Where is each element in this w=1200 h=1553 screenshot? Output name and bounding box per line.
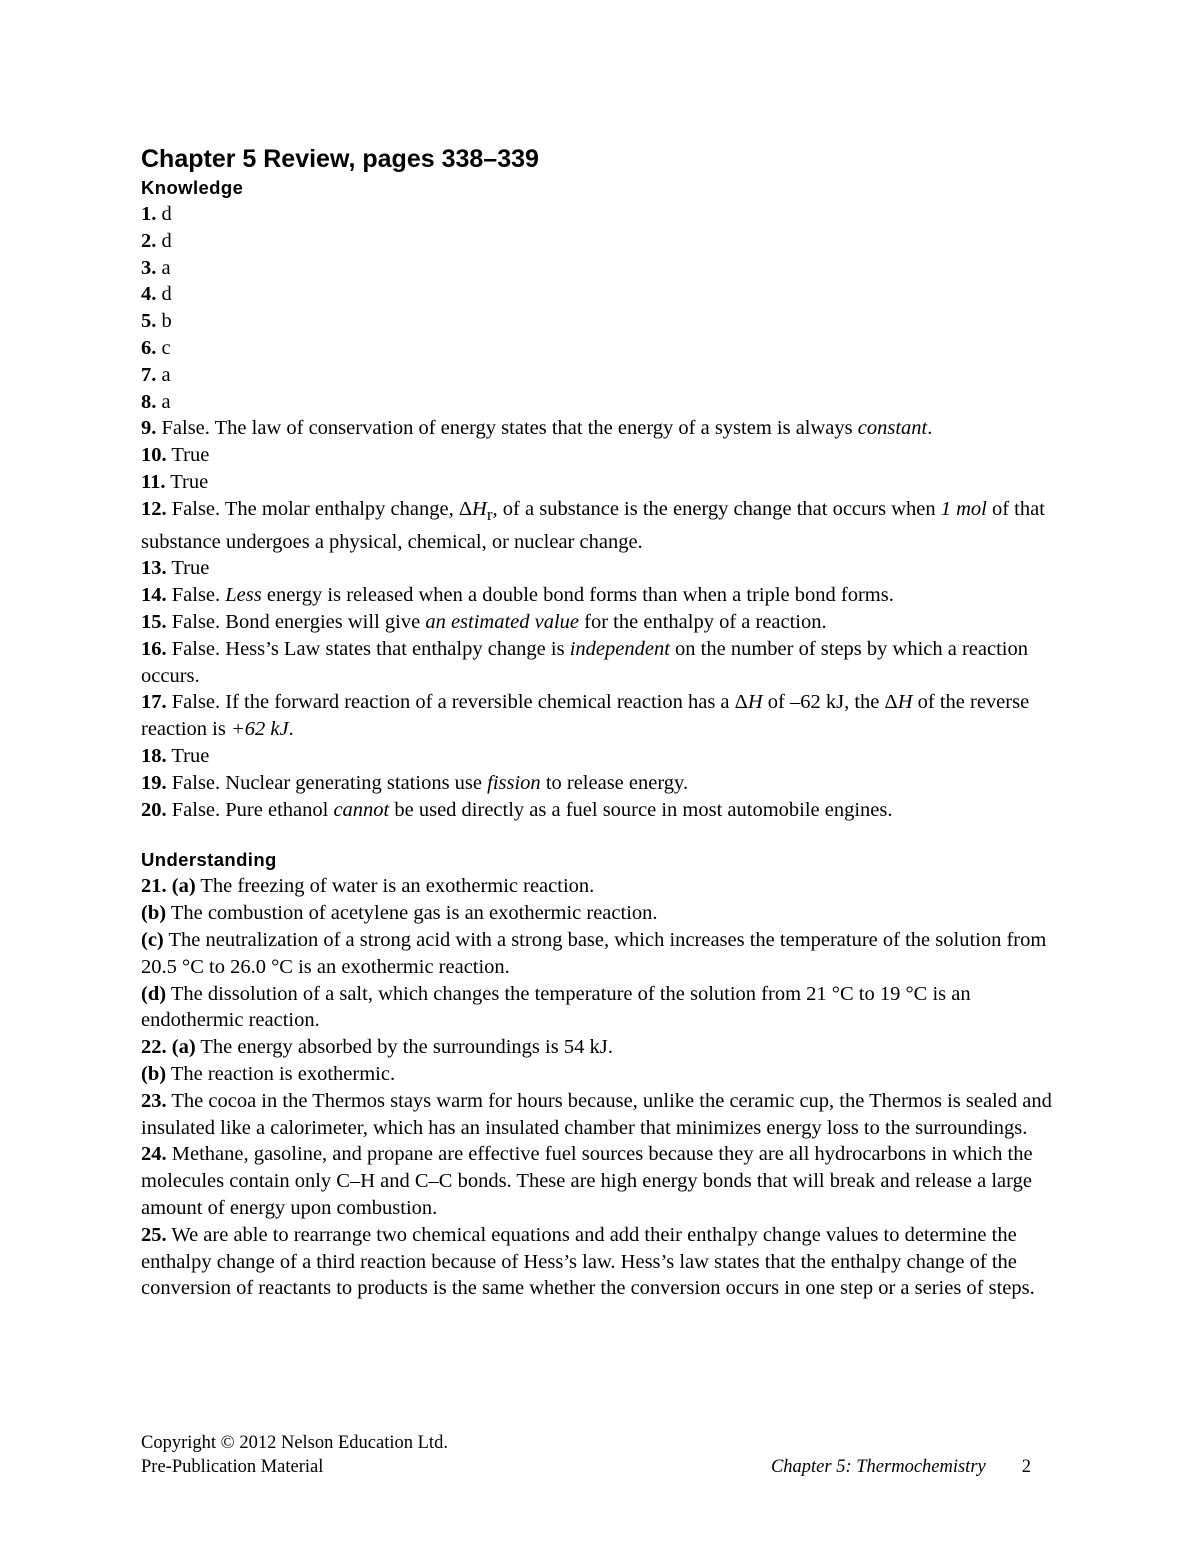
- answer-text: The energy absorbed by the surroundings is 54 kJ.: [195, 1036, 613, 1059]
- answer-text: The combustion of acetylene gas is an exothermic reaction.: [166, 902, 658, 925]
- answer-number: 7.: [141, 363, 157, 386]
- answer-text: False. If the forward reaction of a reversible chemical reaction has a Δ: [166, 691, 748, 714]
- answer-number: 23.: [141, 1089, 167, 1112]
- answer-item: [141, 362, 1071, 389]
- answer-item: [141, 1061, 1071, 1088]
- understanding-answer-list: [141, 873, 1071, 1302]
- answer-text: of –62 kJ, the Δ: [762, 691, 898, 714]
- footer-chapter-title: Chapter 5: Thermochemistry: [770, 1457, 986, 1477]
- answer-text: True: [166, 557, 210, 580]
- answer-text: H: [747, 691, 763, 714]
- answer-text: Methane, gasoline, and propane are effective fuel sources because they are all hydrocarbons in which the molecules contain only C–H and C–C bonds. These are high energy bonds that will break and release a large amount of energy upon combustion.: [141, 1143, 1033, 1219]
- answer-item: [141, 308, 1071, 335]
- answer-text: The reaction is exothermic.: [166, 1063, 396, 1085]
- answer-text: False. Pure ethanol: [166, 798, 334, 821]
- answer-number: 24.: [141, 1143, 167, 1166]
- answer-text: , of a substance is the energy change that occurs when: [492, 497, 941, 520]
- answer-number: 8.: [141, 390, 157, 413]
- answer-item: [141, 1088, 1071, 1142]
- answer-item: [141, 636, 1071, 690]
- answer-number: 20.: [141, 798, 167, 821]
- footer-page-number: 2: [1021, 1457, 1031, 1477]
- answer-item: [141, 689, 1071, 743]
- answer-number: 25.: [141, 1223, 167, 1246]
- answer-number: (b): [141, 902, 167, 925]
- answer-item: [141, 1141, 1071, 1221]
- answer-text: False. Bond energies will give: [166, 611, 426, 634]
- answer-text: of the reverse reaction is: [141, 691, 1030, 741]
- answer-item: [141, 442, 1071, 469]
- answer-item: [141, 496, 1071, 556]
- answer-number: 21. (a): [141, 875, 196, 898]
- answer-text: fission: [487, 771, 541, 794]
- answer-item: [141, 927, 1071, 981]
- answer-item: [141, 281, 1071, 308]
- answer-text: True: [165, 470, 209, 493]
- answer-number: (b): [141, 1063, 167, 1085]
- answer-item: [141, 797, 1071, 824]
- answer-number: 10.: [141, 444, 167, 467]
- answer-text: H: [897, 691, 913, 714]
- page-footer: [141, 1431, 1031, 1479]
- answer-text: The freezing of water is an exothermic reaction.: [195, 875, 595, 898]
- answer-number: 9.: [141, 417, 157, 440]
- answer-text: d: [156, 229, 172, 252]
- answer-text: False.: [166, 584, 226, 607]
- answer-item: [141, 1222, 1071, 1302]
- answer-number: 19.: [141, 771, 167, 794]
- answer-text: an estimated value: [425, 611, 580, 634]
- answer-text: The dissolution of a salt, which changes the temperature of the solution from 21 °C to 19 °C is an endothermic reaction.: [141, 982, 971, 1032]
- answer-text: .: [288, 718, 294, 741]
- answer-text: independent: [569, 637, 670, 660]
- answer-number: 17.: [141, 691, 167, 714]
- answer-text: c: [156, 336, 171, 359]
- answer-item: [141, 1034, 1071, 1061]
- answer-text: False. Nuclear generating stations use: [166, 771, 488, 794]
- answer-text: on the number of steps by which a reaction occurs.: [141, 637, 1028, 687]
- answer-text: The neutralization of a strong acid with a strong base, which increases the temperature of the solution from 20.5 °C to 26.0 °C is an exothermic reaction.: [141, 929, 1047, 978]
- answer-item: [141, 609, 1071, 636]
- footer-row: [141, 1455, 1031, 1479]
- answer-number: 3.: [141, 256, 157, 279]
- answer-number: 11.: [141, 470, 166, 493]
- answer-text: The cocoa in the Thermos stays warm for hours because, unlike the ceramic cup, the Thermos is sealed and insulated like a calorimeter, which has an insulated chamber that minimizes energy loss to the surroundings.: [141, 1089, 1052, 1139]
- answer-text: +62 kJ: [230, 718, 289, 741]
- answer-text: r: [486, 504, 493, 524]
- answer-text: be used directly as a fuel source in most automobile engines.: [389, 798, 893, 821]
- answer-item: [141, 228, 1071, 255]
- page-title: Chapter 5 Review, pages 338–339: [141, 145, 539, 173]
- answer-number: 2.: [141, 229, 157, 252]
- section-heading-understanding: Understanding: [141, 849, 277, 871]
- answer-item: [141, 743, 1071, 770]
- answer-number: 4.: [141, 283, 157, 306]
- answer-text: for the enthalpy of a reaction.: [579, 611, 827, 634]
- answer-number: 16.: [141, 637, 167, 660]
- answer-number: 18.: [141, 745, 167, 768]
- answer-item: [141, 469, 1071, 496]
- answer-text: a: [156, 363, 171, 386]
- answer-item: [141, 582, 1071, 609]
- answer-text: energy is released when a double bond forms than when a triple bond forms.: [261, 584, 894, 607]
- answer-text: of that substance undergoes a physical, chemical, or nuclear change.: [141, 497, 1045, 553]
- answer-text: H: [472, 497, 487, 520]
- answer-item: [141, 201, 1071, 228]
- section-heading-knowledge: Knowledge: [141, 177, 244, 198]
- answer-number: 22. (a): [141, 1036, 196, 1059]
- answer-item: [141, 415, 1071, 442]
- answer-item: [141, 555, 1071, 582]
- answer-text: constant: [857, 417, 928, 440]
- answer-text: a: [156, 390, 171, 413]
- footer-right: [771, 1455, 1031, 1479]
- section-spacer: [141, 823, 1071, 847]
- answer-item: [141, 255, 1071, 282]
- footer-copyright: Copyright © 2012 Nelson Education Ltd.: [141, 1433, 448, 1453]
- knowledge-answer-list: [141, 201, 1071, 823]
- answer-text: to release energy.: [540, 771, 689, 794]
- answer-number: (d): [141, 982, 167, 1005]
- answer-number: 1.: [141, 203, 157, 225]
- answer-item: [141, 873, 1071, 900]
- answer-text: True: [166, 444, 210, 467]
- answer-text: Less: [225, 584, 262, 607]
- answer-text: a: [156, 256, 171, 279]
- answer-number: 13.: [141, 557, 167, 580]
- answer-number: 5.: [141, 310, 157, 333]
- answer-text: True: [166, 745, 210, 768]
- answer-text: b: [156, 310, 172, 333]
- answer-text: 1 mol: [940, 497, 987, 520]
- answer-text: False. The molar enthalpy change, Δ: [166, 497, 473, 520]
- answer-number: 12.: [141, 497, 167, 520]
- answer-item: [141, 900, 1071, 927]
- answer-text: cannot: [333, 798, 390, 821]
- answer-item: [141, 389, 1071, 416]
- answer-text: False. Hess’s Law states that enthalpy change is: [166, 637, 570, 660]
- answer-number: (c): [141, 929, 164, 952]
- answer-text: We are able to rearrange two chemical equations and add their enthalpy change values to determine the enthalpy change of a third reaction because of Hess’s law. Hess’s law states that the enthalpy change of the conversion of reactants to products is the same whether the conversion occurs in one step or a series of steps.: [141, 1223, 1035, 1300]
- answer-item: [141, 981, 1071, 1035]
- answer-number: 15.: [141, 611, 167, 634]
- answer-text: False. The law of conservation of energy states that the energy of a system is always: [156, 417, 858, 440]
- answer-text: d: [156, 203, 172, 225]
- answer-item: [141, 335, 1071, 362]
- footer-material-note: Pre-Publication Material: [141, 1457, 324, 1477]
- page-content: [141, 143, 1071, 1302]
- answer-item: [141, 770, 1071, 797]
- answer-number: 14.: [141, 584, 167, 607]
- answer-text: d: [156, 283, 172, 306]
- answer-text: .: [927, 417, 933, 440]
- answer-number: 6.: [141, 336, 157, 359]
